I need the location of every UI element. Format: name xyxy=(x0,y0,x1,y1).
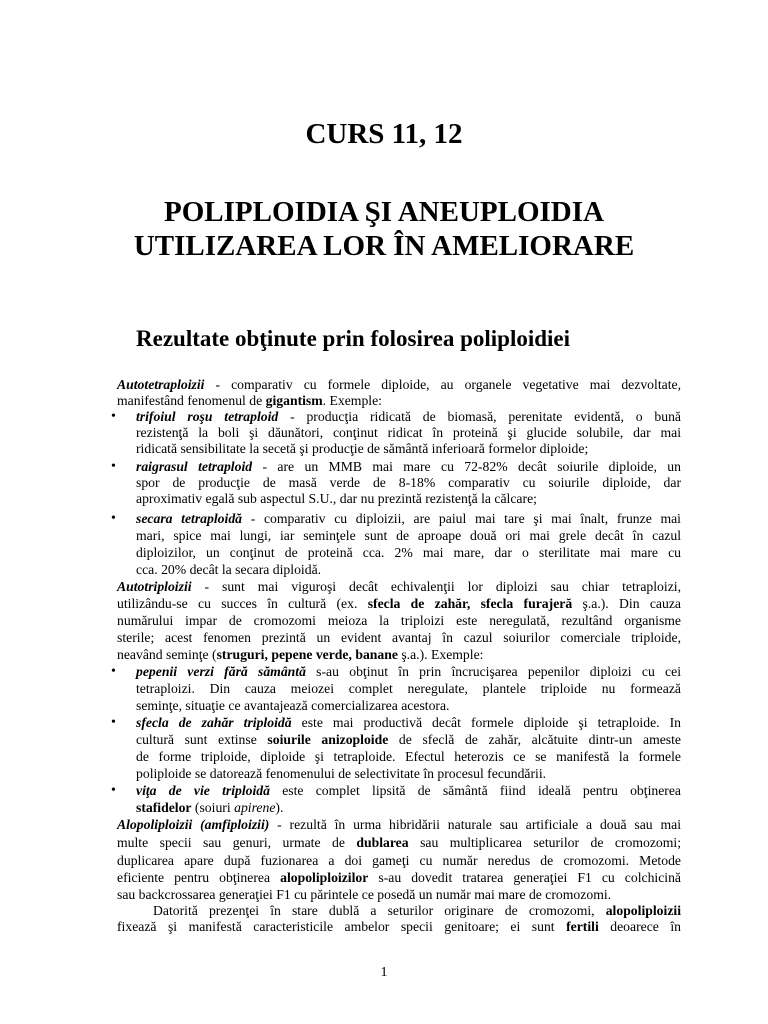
text-line: eficiente pentru obţinerea alopoliploizilor s-au dovedit tratarea generaţiei F1 cu colchicină xyxy=(117,870,682,885)
text-line: Autotetraploizii - comparativ cu formele diploide, au organele vegetative mai dezvoltate, xyxy=(117,377,681,392)
text-line: diploizilor, un conţinut de proteină cca. 2% mai mare, dar o sterilitate mai mare cu xyxy=(136,545,681,560)
text-line: manifestând fenomenul de gigantism. Exemple: xyxy=(117,393,382,408)
text-line: multe specii sau genuri, urmate de dublarea sau multiplicarea seturilor de cromozomi; xyxy=(117,835,681,850)
list-item: trifoiul roşu tetraploid - producţia ridicată de biomasă, perenitate evidentă, o bună xyxy=(136,409,681,424)
text-line: rezistenţă la boli şi dăunători, conţinut ridicat în proteină şi glucide solubile, dar mai xyxy=(136,425,681,440)
bullet: • xyxy=(111,664,116,679)
bullet: • xyxy=(111,783,116,798)
text-line: tetraploizi. Din cauza meiozei complet neregulate, plantele triploide nu formează xyxy=(136,681,681,696)
text-line: cultură sunt extinse soiurile anizoploide de sfeclă de zahăr, alcătuite dintr-un ameste xyxy=(136,732,681,747)
list-item: secara tetraploidă - comparativ cu diploizii, are paiul mai tare şi mai înalt, frunze mai xyxy=(136,511,681,526)
list-item: pepenii verzi fără sământă s-au obţinut în prin încrucişarea pepenilor diploizi cu cei xyxy=(136,664,681,679)
text-line: cca. 20% decât la secara diploidă. xyxy=(136,562,322,577)
text-line: fixează şi manifestă caracteristicile ambelor specii genitoare; ei sunt fertili deoarece în xyxy=(117,919,681,934)
text-line: numărului impar de cromozomi meioza la triploizi este neregulată, rezultând organisme xyxy=(117,613,681,628)
bullet: • xyxy=(111,409,116,424)
list-item: sfecla de zahăr triploidă este mai productivă decât formele diploide şi tetraploide. In xyxy=(136,715,682,730)
list-item: raigrasul tetraploid - are un MMB mai mare cu 72-82% decât soiurile diploide, un xyxy=(136,459,681,474)
text-line: poliploide se datorează fenomenului de selectivitate în procesul fecundării. xyxy=(136,766,547,781)
section-title: Rezultate obţinute prin folosirea poliploidiei xyxy=(136,326,571,351)
bullet: • xyxy=(111,459,116,474)
text-line: duplicarea apare după fuzionarea a doi gameţi cu număr neredus de cromozomi. Metode xyxy=(117,853,681,868)
text-line: Alopoliploizii (amfiploizii) - rezultă în urma hibridării naturale sau artificiale a două sau mai xyxy=(117,817,681,832)
bullet: • xyxy=(111,715,116,730)
text-line: neavând seminţe (struguri, pepene verde, banane ş.a.). Exemple: xyxy=(117,647,484,662)
text-line: aproximativ egală sub aspectul S.U., dar nu prezintă rezistenţă la călcare; xyxy=(136,491,537,506)
text-line: sterile; acest fenomen prezintă un evident avantaj în cazul soiurilor comerciale triploide, xyxy=(117,630,681,645)
text-line: stafidelor (soiuri apirene). xyxy=(136,800,284,815)
list-item: viţa de vie triploidă este complet lipsită de sământă fiind ideală pentru obţinerea xyxy=(136,783,681,798)
text-line: seminţe, situaţie ce avantajează comercializarea acestora. xyxy=(136,698,450,713)
page-number: 1 xyxy=(380,965,388,980)
bullet: • xyxy=(111,511,116,526)
text-line: de forme triploide, diploide şi tetraploide. Efectul heterozis ce se manifestă la formele xyxy=(136,749,681,764)
text-line: ridicată sensibilitate la secetă şi producţie de sământă inferioară formelor diploide; xyxy=(136,441,589,456)
text-line: Datorită prezenţei în stare dublă a seturilor originare de cromozomi, alopoliploizii xyxy=(153,903,681,918)
text-line: Autotriploizii - sunt mai viguroşi decât echivalenţii lor diploizi sau chiar tetraploizi, xyxy=(117,579,681,594)
text-line: spor de producţie de masă verde de 8-18% comparativ cu soiurile diploide, dar xyxy=(136,475,681,490)
text-line: mari, spice mai lungi, iar seminţele sunt de aproape două ori mai grele decât în cazul xyxy=(136,528,681,543)
course-title: CURS 11, 12 xyxy=(305,118,463,150)
text-line: sau backcrossarea generaţiei F1 cu părintele ce posedă un număr mai mare de cromozomi. xyxy=(117,887,612,902)
chapter-title-line-1: POLIPLOIDIA ŞI ANEUPLOIDIA xyxy=(164,196,604,228)
text-line: utilizându-se cu succes în cultură (ex. sfecla de zahăr, sfecla furajeră ş.a.). Din cauza xyxy=(117,596,682,611)
chapter-title-line-2: UTILIZAREA LOR ÎN AMELIORARE xyxy=(133,230,635,262)
